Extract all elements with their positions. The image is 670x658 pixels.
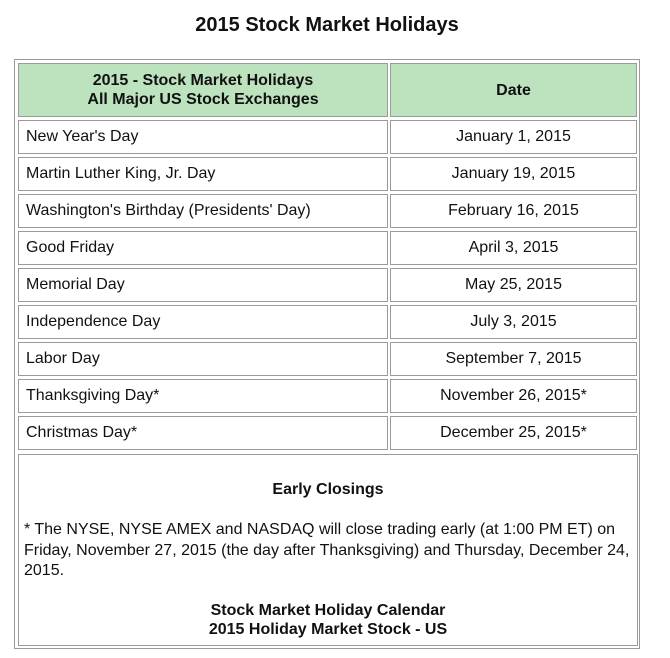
holiday-date-cell: September 7, 2015 [390, 342, 637, 376]
holiday-date-cell: July 3, 2015 [390, 305, 637, 339]
early-closings-text: * The NYSE, NYSE AMEX and NASDAQ will close trading early (at 1:00 PM ET) on Friday, November 27, 2015 (the day after Thanksgiving) and Thursday, December 24, 2015. [24, 521, 630, 579]
holiday-date-cell: December 25, 2015* [390, 416, 637, 450]
holiday-name-cell: Memorial Day [18, 268, 388, 302]
holiday-name-cell: Washington's Birthday (Presidents' Day) [18, 194, 388, 228]
footer-line1: Stock Market Holiday Calendar [210, 602, 446, 619]
page-title: 2015 Stock Market Holidays [195, 14, 459, 36]
early-closings-heading: Early Closings [272, 481, 384, 498]
holiday-date-cell: May 25, 2015 [390, 268, 637, 302]
holiday-date-cell: January 1, 2015 [390, 120, 637, 154]
header-title-line2: All Major US Stock Exchanges [87, 91, 319, 108]
footer-line2: 2015 Holiday Market Stock - US [208, 621, 448, 638]
header-title-line1: 2015 - Stock Market Holidays [92, 72, 314, 89]
header-cell-holiday [18, 63, 388, 117]
holiday-name-cell: Thanksgiving Day* [18, 379, 388, 413]
calendar-footer [19, 601, 637, 639]
holiday-table [14, 59, 640, 649]
holiday-date-cell: February 16, 2015 [390, 194, 637, 228]
holiday-name-cell: Christmas Day* [18, 416, 388, 450]
holiday-name-cell: Independence Day [18, 305, 388, 339]
early-closings-section [18, 454, 638, 646]
holiday-date-cell: April 3, 2015 [390, 231, 637, 265]
holiday-name-cell: Labor Day [18, 342, 388, 376]
holiday-name-cell: Martin Luther King, Jr. Day [18, 157, 388, 191]
header-cell-date: Date [390, 63, 637, 117]
holiday-date-cell: January 19, 2015 [390, 157, 637, 191]
holiday-name-cell: New Year's Day [18, 120, 388, 154]
holiday-name-cell: Good Friday [18, 231, 388, 265]
holiday-date-cell: November 26, 2015* [390, 379, 637, 413]
